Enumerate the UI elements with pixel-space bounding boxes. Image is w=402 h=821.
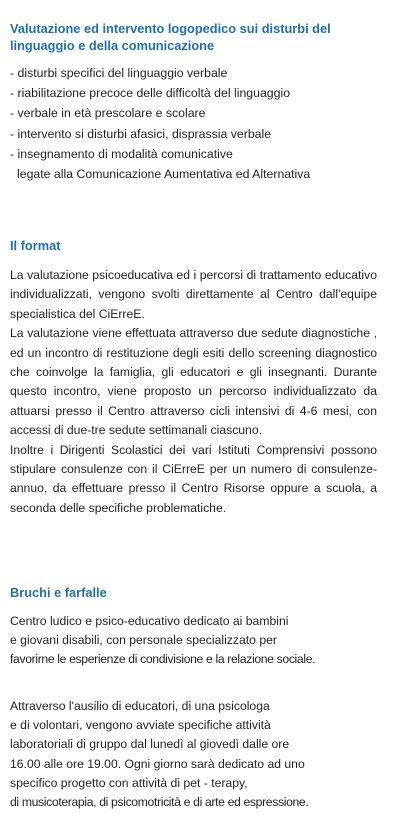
text-line: specifico progetto con attività di pet - terapy, xyxy=(10,775,248,790)
paragraph: Inoltre i Dirigenti Scolastici dei vari Istituti Comprensivi possono stipulare consulenze con il CiErreE per un numero di consulenze-annuo, da effettuare presso il Centro Risorse oppure a scuola, a seconda delle specifiche problematiche. xyxy=(10,442,377,515)
format-body xyxy=(10,266,377,518)
paragraph: La valutazione psicoeducativa ed i percorsi di trattamento educativo individualizzati, vengono svolti direttamente al Centro dall'equipe specialistica del CiErreE. xyxy=(10,268,377,321)
paragraph-attivita xyxy=(10,697,395,812)
list-item: - intervento si disturbi afasici, disprassia verbale xyxy=(10,126,272,141)
list-item: - disturbi specifici del linguaggio verbale xyxy=(10,66,228,80)
title-line: linguaggio e della comunicazione xyxy=(10,38,215,53)
section-title-format: Il format xyxy=(10,238,61,253)
text-line: e giovani disabili, con personale specializzato per xyxy=(10,633,277,648)
text-line: di musicoterapia, di psicomotricità e di arte ed espressione. xyxy=(10,795,309,810)
text-line: 16.00 alle ore 19.00. Ogni giorno sarà dedicato ad uno xyxy=(10,756,305,771)
section-title-logopedia xyxy=(10,20,395,54)
text-line: favorirne le esperienze di condivisione e la relazione sociale. xyxy=(10,652,316,667)
logopedia-list xyxy=(10,63,395,184)
text-line: e di volontari, vengono avviate specifiche attività xyxy=(10,718,271,733)
text-line: Centro ludico e psico-educativo dedicato ai bambini xyxy=(10,614,289,628)
list-item: - verbale in età prescolare e scolare xyxy=(10,106,206,121)
text-line: laboratoriali di gruppo dal lunedì al giovedì dalle ore xyxy=(10,737,290,752)
section-title-bruchi-farfalle: Bruchi e farfalle xyxy=(10,585,107,600)
text-line: Attraverso l'ausilio di educatori, di una psicologa xyxy=(10,699,270,713)
title-line: Valutazione ed intervento logopedico sui disturbi del xyxy=(10,21,331,36)
list-item-continuation: legate alla Comunicazione Aumentativa ed Alternativa xyxy=(17,167,311,182)
paragraph: La valutazione viene effettuata attraverso due sedute diagnostiche , ed un incontro di restituzione degli esiti dello screening diagnostico che coinvolge la famiglia, gli educatori e gli insegnanti. Durante questo incontro, viene proposto un percorso individualizzato da attuarsi presso il Centro attraverso cicli intensivi di 4-6 mesi, con accessi di due-tre sedute settimanali ciascuno. xyxy=(10,326,377,438)
paragraph-centro-ludico xyxy=(10,612,395,670)
list-item: - insegnamento di modalità comunicative xyxy=(10,146,233,161)
list-item: - riabilitazione precoce delle difficoltà del linguaggio xyxy=(10,86,291,101)
